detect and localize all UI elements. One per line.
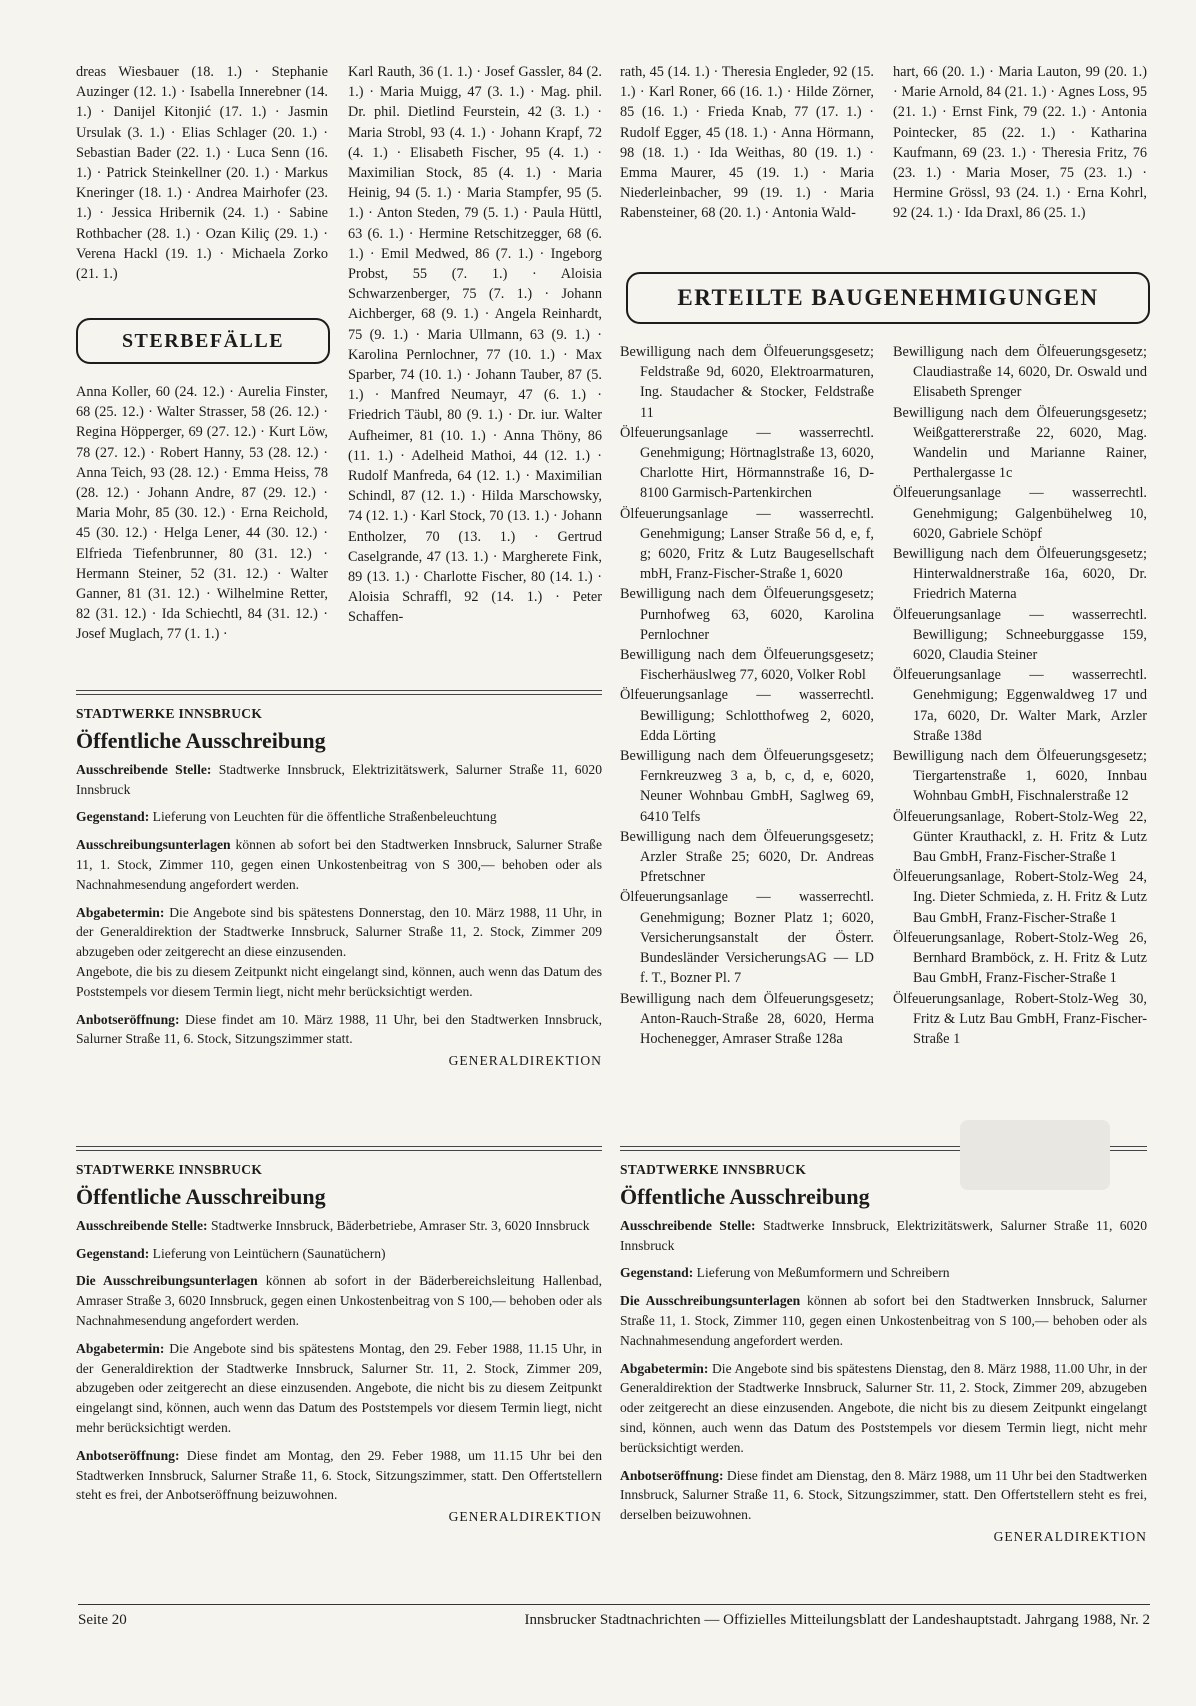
deaths-column-1 — [76, 382, 328, 645]
permit-entry: Ölfeuerungsanlage — wasserrechtl. Genehmigung; Eggenwaldweg 17 und 17a, 6020, Dr. Walter Mark, Arzler Straße 138d — [893, 667, 1147, 744]
notice-abgabe: Die Angebote sind bis spätestens Donnerstag, den 10. März 1988, 11 Uhr, in der Generaldirektion der Stadtwerke Innsbruck, Salurner Straße 11, 2. Stock, Zimmer 209 abzugeben oder zeitgerecht an diese einzusenden. — [76, 904, 602, 960]
permits-heading: ERTEILTE BAUGENEHMIGUNGEN — [677, 285, 1099, 310]
notice-eroeffnung: Diese findet am Dienstag, den 8. März 1988, um 11 Uhr bei den Stadtwerken Innsbruck, Salurner Straße 11, 6. Stock, Sitzungszimmer, statt. Den Offertstellern steht es frei, derselben beizuwohnen. — [620, 1467, 1147, 1523]
permit-entry: Bewilligung nach dem Ölfeuerungsgesetz; Anton-Rauch-Straße 28, 6020, Herma Hochenegger, Amraser Straße 128a — [620, 990, 874, 1047]
label-eroeffnung: Anbotseröffnung: — [76, 1011, 180, 1027]
deaths-heading-box — [76, 318, 330, 364]
deaths-text-1: Anna Koller, 60 (24. 12.) · Aurelia Finster, 68 (25. 12.) · Walter Strasser, 58 (26. 12.) · Regina Höpperger, 69 (27. 12.) · Kurt Löw, 78 (27. 12.) · Robert Hanny, 53 (28. 12.) · Anna Teich, 93 (28. 12.) · Emma Heiss, 78 (28. 12.) · Johann Andre, 87 (29. 12.) · Maria Mohr, 85 (30. 12.) · Erna Reichold, 45 (30. 12.) · Helga Lener, 44 (30. 12.) · Elfrieda Tiefenbrunner, 80 (31. 12.) · Hermann Steiner, 52 (31. 12.) · Walter Ganner, 81 (31. 12.) · Wilhelmine Retter, 82 (31. 12.) · Ida Schiechtl, 84 (31. 12.) · Josef Muglach, 77 (1. 1.) · — [76, 384, 328, 643]
deaths-column-3 — [620, 62, 874, 224]
section-divider — [76, 690, 602, 695]
notice-gegenstand: Lieferung von Meßumformern und Schreibern — [696, 1265, 950, 1281]
notice-abgabe: Die Angebote sind bis spätestens Montag, den 29. Feber 1988, 11.15 Uhr, in der Generaldirektion der Stadtwerke Innsbruck, Salurner Str. 11, 2. Stock, Zimmer 209, abzugeben oder zeitgerecht an diese einzusenden. Angebote, die nicht bis zu diesem Zeitpunkt eingelangt sind, können, auch wenn das Datum des Poststempels vor diesem Termin liegt, nicht mehr berücksichtigt werden. — [76, 1340, 602, 1435]
label-unterlagen: Die Ausschreibungsunterlagen — [76, 1273, 258, 1289]
deaths-text-2: Karl Rauth, 36 (1. 1.) · Josef Gassler, 84 (2. 1.) · Maria Muigg, 47 (3. 1.) · Mag. phil. Dr. phil. Dietlind Feurstein, 42 (3. 1.) · Maria Strobl, 93 (4. 1.) · Johann Krapf, 72 (4. 1.) · Elisabeth Fischer, 95 (4. 1.) · Maximilian Stock, 85 (4. 1.) · Maria Heinig, 94 (5. 1.) · Maria Stampfer, 95 (5. 1.) · Anton Steden, 79 (5. 1.) · Paula Hüttl, 63 (6. 1.) · Hermine Retschitzegger, 68 (6. 1.) · Emil Medwed, 86 (7. 1.) · Ingeborg Probst, 55 (7. 1.) · Aloisia Schwarzenberger, 75 (7. 1.) · Johann Aichberger, 68 (9. 1.) · Angela Reinhardt, 75 (9. 1.) · Maria Ullmann, 63 (9. 1.) · Karolina Pernlochner, 77 (10. 1.) · Max Sparber, 74 (10. 1.) · Johann Tauber, 87 (5. 1.) · Manfred Neumayr, 47 (6. 1.) · Friedrich Täubl, 80 (9. 1.) · Dr. iur. Walter Aufheimer, 81 (10. 1.) · Anna Thöny, 86 (11. 1.) · Adelheid Mathoi, 44 (12. 1.) · Rudolf Manfreda, 64 (12. 1.) · Maximilian Schindl, 87 (12. 1.) · Hilda Marschowsky, 74 (12. 1.) · Karl Stock, 70 (13. 1.) · Johann Entholzer, 70 (13. 1.) · Gertrud Caselgrande, 47 (13. 1.) · Margherete Fink, 89 (13. 1.) · Charlotte Fischer, 80 (14. 1.) · Aloisia Schraffl, 92 (14. 1.) · Peter Schaffen- — [348, 64, 602, 626]
label-stelle: Ausschreibende Stelle: — [620, 1217, 756, 1233]
permits-heading-box — [626, 272, 1150, 324]
tender-notice-sauna-towels — [76, 1160, 602, 1527]
notice-eroeffnung: Diese findet am 10. März 1988, 11 Uhr, bei den Stadtwerken Innsbruck, Salurner Straße 11, 6. Stock, Sitzungszimmer statt. — [76, 1011, 602, 1047]
permit-entry: Ölfeuerungsanlage, Robert-Stolz-Weg 30, Fritz & Lutz Bau GmbH, Franz-Fischer-Straße 1 — [893, 990, 1147, 1047]
permit-entry: Bewilligung nach dem Ölfeuerungsgesetz; Claudiastraße 14, 6020, Dr. Oswald und Elisabeth Sprenger — [893, 344, 1147, 401]
permit-entry: Ölfeuerungsanlage — wasserrechtl. Genehmigung; Hörtnaglstraße 13, 6020, Charlotte Hirt, Hörmannstraße 16, D-8100 Garmisch-Partenkirchen — [620, 424, 874, 502]
label-gegenstand: Gegenstand: — [76, 1245, 150, 1261]
label-unterlagen: Die Ausschreibungsunterlagen — [620, 1293, 801, 1309]
label-abgabe: Abgabetermin: — [76, 904, 165, 920]
label-eroeffnung: Anbotseröffnung: — [620, 1467, 724, 1483]
permit-entry: Ölfeuerungsanlage — wasserrechtl. Bewilligung; Schneeburggasse 159, 6020, Claudia Steiner — [893, 606, 1147, 664]
permit-entry: Bewilligung nach dem Ölfeuerungsgesetz; Feldstraße 9d, 6020, Elektroarmaturen, Ing. Staudacher & Stocker, Feldstraße 11 — [620, 344, 874, 421]
tender-notice-streetlights — [76, 704, 602, 1071]
label-eroeffnung: Anbotseröffnung: — [76, 1447, 180, 1463]
deaths-text-3: rath, 45 (14. 1.) · Theresia Engleder, 92 (15. 1.) · Karl Roner, 66 (16. 1.) · Hilde Zörner, 85 (16. 1.) · Frieda Knab, 77 (17. 1.) · Rudolf Egger, 45 (18. 1.) · Anna Hörmann, 98 (18. 1.) · Ida Weithas, 80 (19. 1.) · Emma Maurer, 45 (19. 1.) · Maria Niederleinbacher, 99 (19. 1.) · Maria Rabensteiner, 68 (20. 1.) · Antonia Wald- — [620, 64, 874, 222]
notice-gegenstand: Lieferung von Leuchten für die öffentliche Straßenbeleuchtung — [152, 809, 497, 825]
notice-signature: GENERALDIREKTION — [448, 1053, 602, 1069]
notice-signature: GENERALDIREKTION — [993, 1528, 1147, 1544]
notice-title: Öffentliche Ausschreibung — [76, 1183, 326, 1209]
label-stelle: Ausschreibende Stelle: — [76, 1217, 208, 1233]
label-stelle: Ausschreibende Stelle: — [76, 761, 212, 777]
publication-line: Innsbrucker Stadtnachrichten — Offizielles Mitteilungsblatt der Landeshauptstadt. Jahrgang 1988, Nr. 2 — [524, 1612, 1150, 1628]
label-unterlagen: Ausschreibungsunterlagen — [76, 837, 231, 853]
label-abgabe: Abgabetermin: — [620, 1360, 709, 1376]
deaths-text-4: hart, 66 (20. 1.) · Maria Lauton, 99 (20. 1.) · Marie Arnold, 84 (21. 1.) · Agnes Loss, 95 (21. 1.) · Ernst Fink, 79 (22. 1.) · Antonia Pointecker, 85 (22. 1.) · Katharina Kaufmann, 69 (23. 1.) · Theresia Fritz, 76 (23. 1.) · Maria Moser, 75 (23. 1.) · Hermine Grössl, 93 (24. 1.) · Erna Kohrl, 92 (24. 1.) · Ida Draxl, 86 (25. 1.) — [893, 64, 1147, 222]
notice-organization: STADTWERKE INNSBRUCK — [620, 1162, 807, 1177]
permit-entry: Bewilligung nach dem Ölfeuerungsgesetz; Purnhofweg 63, 6020, Karolina Pernlochner — [620, 586, 874, 643]
permit-entry: Ölfeuerungsanlage, Robert-Stolz-Weg 24, Ing. Dieter Schmieda, z. H. Fritz & Lutz Bau GmbH, Franz-Fischer-Straße 1 — [893, 869, 1147, 926]
notice-unterlagen: können ab sofort bei den Stadtwerken Innsbruck, Salurner Straße 11, 1. Stock, Zimmer 110, gegen einen Unkostenbeitrag von S 300,— behoben oder als Nachnahmesendung angefordert werden. — [76, 837, 602, 892]
notice-hinweis: Angebote, die bis zu diesem Zeitpunkt nicht eingelangt sind, können, auch wenn das Datum des Poststempels vor diesem Termin liegt, nicht mehr berücksichtigt werden. — [76, 963, 602, 999]
permit-entry: Ölfeuerungsanlage, Robert-Stolz-Weg 26, Bernhard Bramböck, z. H. Fritz & Lutz Bau GmbH, Franz-Fischer-Straße 1 — [893, 929, 1147, 987]
births-list-continuation — [76, 62, 328, 284]
notice-stelle: Stadtwerke Innsbruck, Elektrizitätswerk, Salurner Straße 11, 6020 Innsbruck — [76, 761, 602, 797]
label-gegenstand: Gegenstand: — [620, 1265, 694, 1281]
permit-entry: Ölfeuerungsanlage, Robert-Stolz-Weg 22, Günter Krauthackl, z. H. Fritz & Lutz Bau GmbH, Franz-Fischer-Straße 1 — [893, 808, 1147, 866]
permit-entry: Bewilligung nach dem Ölfeuerungsgesetz; Weißgattererstraße 22, 6020, Mag. Wandelin und Marianne Rainer, Perthalergasse 1c — [893, 404, 1147, 482]
tender-notice-transducers — [620, 1160, 1147, 1547]
permit-entry: Bewilligung nach dem Ölfeuerungsgesetz; Fernkreuzweg 3 a, b, c, d, e, 6020, Neuner Wohnbau GmbH, Saglweg 69, 6410 Telfs — [620, 748, 874, 825]
notice-stelle: Stadtwerke Innsbruck, Bäderbetriebe, Amraser Str. 3, 6020 Innsbruck — [210, 1217, 590, 1233]
permit-entry: Bewilligung nach dem Ölfeuerungsgesetz; Tiergartenstraße 1, 6020, Innbau Wohnbau GmbH, Fischnalerstraße 12 — [893, 748, 1147, 805]
notice-abgabe: Die Angebote sind bis spätestens Dienstag, den 8. März 1988, 11.00 Uhr, in der Generaldirektion der Stadtwerke Innsbruck, Salurner Str. 11, 2. Stock, Zimmer 209, abzugeben oder zeitgerecht an diese einzusenden. Angebote, die nicht bis zu diesem Zeitpunkt eingelangt sind, können, auch wenn das Datum des Poststempels vor diesem Termin liegt, nicht mehr berücksichtigt werden. — [620, 1360, 1147, 1455]
notice-signature: GENERALDIREKTION — [448, 1509, 602, 1525]
deaths-column-4 — [893, 62, 1147, 224]
permit-entry: Ölfeuerungsanlage — wasserrechtl. Genehmigung; Bozner Platz 1; 6020, Versicherungsanstalt der Österr. Bundesländer VersicherungsAG — LD f. T., Bozner Pl. 7 — [620, 889, 874, 987]
notice-gegenstand: Lieferung von Leintüchern (Saunatüchern) — [152, 1245, 386, 1261]
births-text: dreas Wiesbauer (18. 1.) · Stephanie Auzinger (12. 1.) · Isabella Innerebner (14. 1.) · Danijel Kitonjić (17. 1.) · Jasmin Ursulak (3. 1.) · Elias Schlager (20. 1.) · Sebastian Bader (22. 1.) · Luca Senn (16. 1.) · Patrick Steinkellner (20. 1.) · Markus Kneringer (18. 1.) · Andrea Mairhofer (23. 1.) · Jessica Hribernik (24. 1.) · Sabine Rothbacher (28. 1.) · Ozan Kiliç (29. 1.) · Verena Hackl (19. 1.) · Michaela Zorko (21. 1.) — [76, 64, 328, 283]
permit-entry: Bewilligung nach dem Ölfeuerungsgesetz; Hinterwaldnerstraße 16a, 6020, Dr. Friedrich Materna — [893, 546, 1147, 603]
permit-entry: Ölfeuerungsanlage — wasserrechtl. Bewilligung; Schlotthofweg 2, 6020, Edda Lörting — [620, 687, 874, 744]
permits-column-left — [620, 342, 874, 1049]
deaths-column-2 — [348, 62, 602, 628]
notice-organization: STADTWERKE INNSBRUCK — [76, 1162, 263, 1177]
label-abgabe: Abgabetermin: — [76, 1340, 165, 1356]
permit-entry: Ölfeuerungsanlage — wasserrechtl. Genehmigung; Galgenbühelweg 10, 6020, Gabriele Schöpf — [893, 485, 1147, 542]
notice-title: Öffentliche Ausschreibung — [76, 727, 326, 753]
notice-unterlagen: können ab sofort bei den Stadtwerken Innsbruck, Salurner Straße 11, 1. Stock, Zimmer 110, gegen einen Unkostenbeitrag von S 100,— behoben oder als Nachnahmesendung angefordert werden. — [620, 1293, 1147, 1348]
footer-rule — [78, 1604, 1150, 1605]
notice-unterlagen: können ab sofort in der Bäderbereichsleitung Hallenbad, Amraser Straße 3, 6020 Innsbruck, gegen einen Unkostenbeitrag von S 100,— behoben oder als Nachnahmesendung angefordert werden. — [76, 1273, 602, 1328]
page-footer — [78, 1612, 1150, 1629]
notice-organization: STADTWERKE INNSBRUCK — [76, 706, 263, 721]
deaths-heading: STERBEFÄLLE — [121, 330, 285, 352]
section-divider — [76, 1146, 602, 1151]
permits-column-right — [893, 342, 1147, 1049]
permit-entry: Ölfeuerungsanlage — wasserrechtl. Genehmigung; Lanser Straße 56 d, e, f, g; 6020, Fritz & Lutz Baugesellschaft mbH, Franz-Fischer-Straße 1, 6020 — [620, 505, 874, 583]
page-number: Seite 20 — [78, 1612, 127, 1628]
permit-entry: Bewilligung nach dem Ölfeuerungsgesetz; Fischerhäuslweg 77, 6020, Volker Robl — [620, 647, 874, 684]
notice-eroeffnung: Diese findet am Montag, den 29. Feber 1988, um 11.15 Uhr bei den Stadtwerken Innsbruck, Salurner Straße 11, 6. Stock, Sitzungszimmer, statt. Den Offertstellern steht es frei, der Anbotseröffnung beizuwohnen. — [76, 1447, 602, 1503]
permit-entry: Bewilligung nach dem Ölfeuerungsgesetz; Arzler Straße 25; 6020, Dr. Andreas Pfretschner — [620, 828, 874, 886]
label-gegenstand: Gegenstand: — [76, 809, 150, 825]
notice-stelle: Stadtwerke Innsbruck, Elektrizitätswerk, Salurner Straße 11, 6020 Innsbruck — [620, 1217, 1147, 1253]
notice-title: Öffentliche Ausschreibung — [620, 1183, 870, 1209]
